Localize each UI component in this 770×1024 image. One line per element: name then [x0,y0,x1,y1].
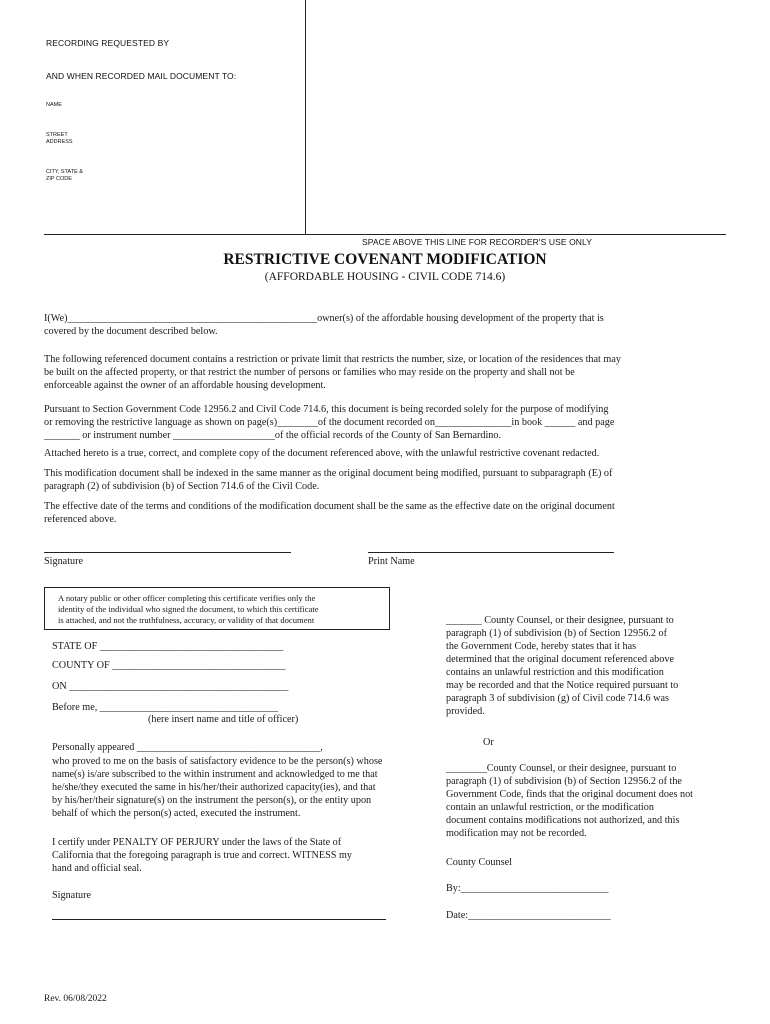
proved-paragraph [52,755,390,820]
approve-line-1: _______ County Counsel, or their designee, pursuant to [446,615,674,626]
city-label-line1: CITY, STATE & [46,169,83,175]
approve-line-5: contains an unlawful restriction and this modification [446,667,664,678]
proved-line-5: behalf of which the person(s) acted, executed the instrument. [52,808,301,819]
notary-disclaimer-box [44,587,390,630]
recording-requested-by: RECORDING REQUESTED BY [46,38,170,48]
notary-disclaimer-line-3: is attached, and not the truthfulness, accuracy, or validity of that document [58,615,315,625]
notary-disclaimer-line-1: A notary public or other officer completing this certificate verifies only the [58,593,316,603]
approve-line-8: provided. [446,706,485,717]
owner-line-2: covered by the document described below. [44,326,218,337]
street-label [46,132,73,146]
notary-disclaimer-text [58,593,378,626]
deny-line-6: modification may not be recorded. [446,828,587,839]
signature-line[interactable] [44,552,291,553]
approve-line-6: may be recorded and that the Notice required pursuant to [446,680,679,691]
proved-line-1: who proved to me on the basis of satisfactory evidence to be the person(s) whose [52,756,383,767]
date-field[interactable]: Date:____________________________ [446,910,611,921]
county-counsel-approve-paragraph [446,614,718,718]
certify-line-3: hand and official seal. [52,863,142,874]
approve-line-4: determined that the original document referenced above [446,654,674,665]
state-of-field[interactable]: STATE OF ____________________________________ [52,641,284,652]
proved-line-4: by his/her/their signature(s) on the instrument the person(s), or the entity upon [52,795,372,806]
personally-appeared-field[interactable]: Personally appeared ____________________________________, [52,742,323,753]
owner-paragraph [44,312,724,338]
city-label [46,169,83,183]
before-me-field[interactable]: Before me, ___________________________________ [52,702,279,713]
county-counsel-label: County Counsel [446,857,512,868]
county-of-field[interactable]: COUNTY OF __________________________________ [52,660,286,671]
by-field[interactable]: By:_____________________________ [446,883,609,894]
deny-line-2: paragraph (1) of subdivision (b) of Section 12956.2 of the [446,776,682,787]
indexed-line-1: This modification document shall be indexed in the same manner as the original document being modified, pursuant to subparagraph (E) of [44,468,613,479]
approve-line-7: paragraph 3 of subdivision (g) of Civil code 714.6 was [446,693,669,704]
owner-line-1: I(We)_________________________________________________owner(s) of the affordable housing development of the property that is [44,313,604,324]
approve-line-3: the Government Code, hereby states that it has [446,641,637,652]
document-title: RESTRICTIVE COVENANT MODIFICATION [223,251,547,268]
restriction-line-3: enforceable against the owner of an affordable housing development. [44,380,326,391]
certify-line-2: California that the foregoing paragraph is true and correct. WITNESS my [52,850,352,861]
certify-line-1: I certify under PENALTY OF PERJURY under the laws of the State of [52,837,342,848]
mail-to-label: AND WHEN RECORDED MAIL DOCUMENT TO: [46,71,237,81]
indexed-line-2: paragraph (2) of subdivision (b) of Section 714.6 of the Civil Code. [44,481,320,492]
notary-signature-label: Signature [52,890,92,901]
recorder-divider-horizontal [44,234,726,235]
or-separator: Or [483,737,494,748]
indexed-paragraph [44,467,724,493]
city-label-line2: ZIP CODE [46,176,72,182]
approve-line-2: paragraph (1) of subdivision (b) of Section 12956.2 of [446,628,667,639]
pursuant-line-1: Pursuant to Section Government Code 12956.2 and Civil Code 714.6, this document is being recorded solely for the purpose of modifying [44,404,609,415]
effective-date-line-1: The effective date of the terms and conditions of the modification document shall be the same as the effective date on the original document [44,501,615,512]
deny-line-1: ________County Counsel, or their designee, pursuant to [446,763,677,774]
on-date-field[interactable]: ON ___________________________________________ [52,681,289,692]
notary-disclaimer-line-2: identity of the individual who signed the document, to which this certificate [58,604,319,614]
revision-date: Rev. 06/08/2022 [44,994,107,1004]
proved-line-3: he/she/they executed the same in his/her/their authorized capacity(ies), and that [52,782,376,793]
signature-label: Signature [44,556,84,567]
certify-paragraph [52,836,392,875]
deny-line-5: document contains modifications not authorized, and this [446,815,680,826]
recorder-divider-vertical [305,0,306,234]
deny-line-3: Government Code, finds that the original document does not [446,789,693,800]
county-counsel-deny-paragraph [446,762,718,840]
proved-line-2: name(s) is/are subscribed to the within instrument and acknowledged to me that [52,769,378,780]
restriction-line-2: be built on the affected property, or that restrict the number of persons or families who may reside on the property and shall not be [44,367,575,378]
deny-line-4: contain an unlawful restriction, or the modification [446,802,654,813]
street-label-line1: STREET [46,132,68,138]
name-label: NAME [46,102,62,108]
street-label-line2: ADDRESS [46,139,73,145]
space-above-line: SPACE ABOVE THIS LINE FOR RECORDER'S USE ONLY [362,237,593,247]
restriction-paragraph [44,353,724,392]
print-name-label: Print Name [368,556,415,567]
restriction-line-1: The following referenced document contains a restriction or private limit that restricts the number, size, or location of the residences that may [44,354,621,365]
effective-date-line-2: referenced above. [44,514,117,525]
attached-paragraph: Attached hereto is a true, correct, and complete copy of the document referenced above, with the unlawful restrictive covenant redacted. [44,448,600,459]
pursuant-paragraph [44,403,724,442]
print-name-line[interactable] [368,552,614,553]
pursuant-line-2: or removing the restrictive language as shown on page(s)________of the document recorded on_______________in book ______ and page [44,417,615,428]
pursuant-line-3: _______ or instrument number ____________________of the official records of the County of San Bernardino. [44,430,502,441]
document-subtitle: (AFFORDABLE HOUSING - CIVIL CODE 714.6) [264,271,506,283]
here-insert-note: (here insert name and title of officer) [148,714,299,725]
notary-signature-line[interactable] [52,919,386,920]
effective-date-paragraph [44,500,724,526]
